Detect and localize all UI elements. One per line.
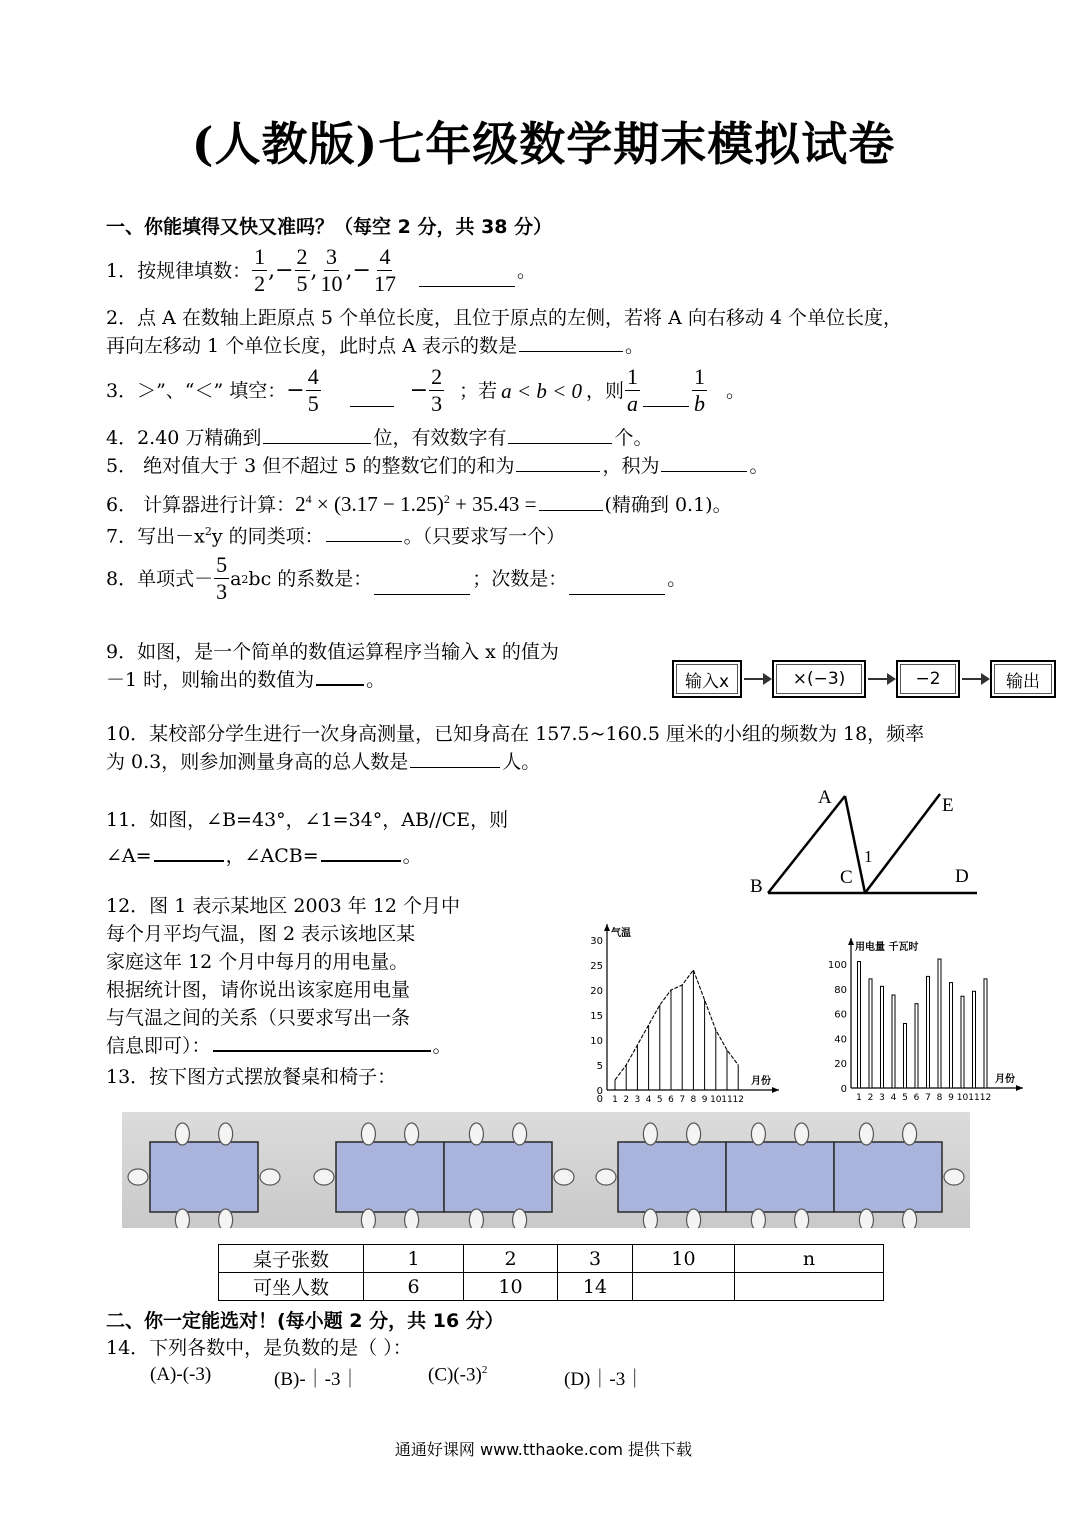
q14-option-b[interactable]: (B)-｜-3｜ (274, 1369, 360, 1390)
section-2-heading: 二、你一定能选对！(每小题 2 分，共 16 分） (106, 1310, 504, 1332)
label-angle-1: 1 (864, 847, 873, 866)
y-tick-label: 30 (590, 936, 603, 947)
q1-answer-blank[interactable] (419, 268, 515, 287)
y-axis-label: 用电量 千瓦时 (855, 942, 919, 953)
q2-line-2: 再向左移动 1 个单位长度，此时点 A 表示的数是 。 (106, 335, 644, 357)
label-b: B (750, 876, 763, 897)
table-cell-answer[interactable] (633, 1273, 735, 1301)
y-tick-label: 15 (590, 1011, 603, 1022)
question-4: 4．2.40 万精确到 位，有效数字有 个。 (106, 427, 653, 449)
x-tick-label: 1 (612, 1095, 618, 1102)
y-tick-label: 100 (827, 960, 847, 971)
q3-frac-4: $\frac{1}{b}$ (694, 364, 706, 416)
x-tick-label: 10 (710, 1095, 722, 1102)
electricity-bar (938, 959, 941, 1088)
question-1: 1．按规律填数： $\frac{1}{2}$ , − $\frac{2}{5}$ , $\frac{3}{10}$ , − $\frac{4}{17}$ 。 (106, 244, 536, 296)
electricity-bar (973, 991, 976, 1088)
question-8: 8．单项式－ $\frac{5}{3}$ a 2 bc 的系数是： ；次数是： 。 (106, 552, 687, 604)
q2-answer-blank[interactable] (519, 333, 623, 352)
y-tick-label: 5 (596, 1061, 603, 1072)
y-tick-label: 60 (834, 1009, 847, 1021)
x-tick-label: 12 (979, 1093, 992, 1102)
chair-icon (219, 1123, 233, 1145)
question-2 (106, 304, 902, 360)
label-e: E (942, 795, 954, 816)
question-5: 5． 绝对值大于 3 但不超过 5 的整数它们的和为 ，积为 。 (106, 455, 769, 477)
y-tick-label: 20 (590, 986, 603, 997)
chair-icon (314, 1169, 334, 1185)
x-tick-label: 11 (721, 1095, 733, 1102)
q8-blank-2[interactable] (569, 576, 665, 595)
chair-icon (405, 1123, 419, 1145)
chair-icon (751, 1209, 765, 1228)
x-tick-label: 9 (701, 1095, 708, 1102)
chair-icon (903, 1123, 917, 1145)
label-c: C (840, 867, 853, 888)
q5-blank-1[interactable] (516, 453, 600, 472)
question-9: 9．如图，是一个简单的数值运算程序当输入 x 的值为 －1 时，则输出的数值为 。 (106, 641, 559, 691)
y-tick-label: 25 (590, 961, 603, 972)
chair-icon (513, 1123, 527, 1145)
origin-label: 0 (596, 1094, 603, 1102)
q8-blank-1[interactable] (374, 576, 470, 595)
chair-icon (859, 1123, 873, 1145)
q11-blank-1[interactable] (154, 842, 224, 862)
q7-blank[interactable] (326, 523, 402, 542)
table-row (219, 1273, 884, 1301)
x-tick-label: 8 (936, 1093, 943, 1102)
x-tick-label: 7 (679, 1095, 686, 1102)
tables-chairs-figure (122, 1112, 970, 1228)
chair-icon (513, 1209, 527, 1228)
q10-blank[interactable] (410, 749, 500, 768)
chair-icon (751, 1123, 765, 1145)
table-cell: 可坐人数 (219, 1273, 364, 1301)
q3-frac-2: $\frac{2}{3}$ (431, 364, 443, 416)
q3-frac-1: $\frac{4}{5}$ (307, 364, 319, 416)
chair-icon (944, 1169, 964, 1185)
x-tick-label: 8 (690, 1095, 697, 1102)
y-axis-arrow-icon (848, 938, 854, 945)
chair-icon (260, 1169, 280, 1185)
electricity-chart (827, 936, 1027, 1102)
x-tick-label: 2 (867, 1093, 874, 1102)
x-tick-label: 3 (879, 1093, 885, 1102)
q1-frac-2: $\frac{2}{5}$ (296, 244, 308, 296)
chair-icon (469, 1209, 483, 1228)
table-cell: 14 (558, 1273, 633, 1301)
electricity-bar (892, 995, 895, 1088)
x-tick-label: 11 (968, 1093, 980, 1102)
x-tick-label: 7 (925, 1093, 931, 1102)
q1-frac-1: $\frac{1}{2}$ (254, 244, 266, 296)
x-axis-arrow-icon (1016, 1085, 1023, 1091)
dining-table (444, 1142, 552, 1212)
temperature-chart (585, 922, 785, 1102)
x-axis-arrow-icon (772, 1087, 779, 1093)
x-tick-label: 3 (634, 1095, 641, 1102)
q1-prefix: 1．按规律填数： (106, 259, 252, 282)
q4-blank-2[interactable] (508, 425, 612, 444)
question-3: 3．＞”、“＜” 填空： − $\frac{4}{5}$ − $\frac{2}{3}$ ；若 a < b < 0 ，则 $\frac{1}{a}$ $\frac{1}{b}$ 。 (106, 364, 746, 416)
line-ce (865, 794, 940, 893)
x-tick-label: 5 (902, 1093, 908, 1102)
x-tick-label: 12 (732, 1095, 744, 1102)
chair-icon (795, 1209, 809, 1228)
temperature-line (615, 970, 738, 1080)
q1-frac-4: $\frac{4}{17}$ (373, 244, 396, 296)
x-tick-label: 10 (956, 1093, 969, 1102)
electricity-bar (869, 979, 872, 1088)
chair-icon (687, 1209, 701, 1228)
flow-output-box: 输出 (990, 660, 1056, 698)
chair-icon (361, 1209, 375, 1228)
x-tick-label: 6 (668, 1095, 674, 1102)
flow-subtract-box: −2 (896, 660, 960, 698)
electricity-bar (961, 996, 964, 1088)
q9-blank[interactable] (316, 666, 364, 686)
chair-icon (903, 1209, 917, 1228)
q11-geometry-figure (740, 780, 990, 905)
dining-table (618, 1142, 726, 1212)
dining-table (150, 1142, 258, 1212)
q4-blank-1[interactable] (263, 425, 371, 444)
table-cell: 10 (633, 1245, 735, 1273)
question-11: 11．如图，∠B=43°，∠1=34°，AB//CE，则 ∠A= ，∠ACB= 。 (106, 809, 509, 867)
q1-frac-3: $\frac{3}{10}$ (320, 244, 343, 296)
q12-blank[interactable] (213, 1032, 431, 1052)
dining-table (834, 1142, 942, 1212)
q3-blank-2[interactable] (643, 388, 689, 407)
q14-option-a[interactable]: (A)-(-3) (150, 1364, 212, 1385)
chair-icon (175, 1209, 189, 1228)
x-axis-label: 月份 (995, 1074, 1015, 1085)
x-axis-label: 月份 (751, 1076, 771, 1087)
chair-icon (405, 1209, 419, 1228)
dining-table (336, 1142, 444, 1212)
q13-table (218, 1244, 884, 1301)
flow-input-box: 输入x (672, 660, 742, 698)
q5-blank-2[interactable] (661, 453, 747, 472)
footer-credit: 通通好课网 www.tthaoke.com 提供下载 (394, 1440, 693, 1459)
electricity-bar (904, 1024, 907, 1088)
table-cell: 10 (464, 1273, 558, 1301)
chair-icon (795, 1123, 809, 1145)
table-cell: 2 (464, 1245, 558, 1273)
q3-blank-1[interactable] (350, 388, 394, 407)
table-row (219, 1245, 884, 1273)
chair-icon (219, 1209, 233, 1228)
x-tick-label: 6 (913, 1093, 920, 1102)
chair-icon (175, 1123, 189, 1145)
y-tick-label: 0 (840, 1084, 847, 1095)
y-axis-arrow-icon (604, 924, 610, 931)
chair-icon (596, 1169, 616, 1185)
flow-arrow-icon (962, 678, 988, 680)
y-tick-label: 20 (834, 1059, 847, 1071)
y-tick-label: 0 (596, 1086, 603, 1097)
y-axis-label: 气温 (611, 928, 631, 939)
x-tick-label: 4 (645, 1095, 652, 1102)
y-tick-label: 10 (590, 1036, 603, 1047)
table-cell: 6 (364, 1273, 464, 1301)
question-13: 13．按下图方式摆放餐桌和椅子： (106, 1066, 397, 1088)
flow-arrow-icon (744, 678, 770, 680)
x-tick-label: 4 (890, 1093, 897, 1102)
line-ab (768, 796, 845, 893)
flow-arrow-icon (868, 678, 894, 680)
question-6: 6． 计算器进行计算：$2^4 \times (3.17 - 1.25)^2 + 35.43$ = (精确到 0.1)。 (106, 492, 732, 516)
chair-icon (687, 1123, 701, 1145)
chair-icon (361, 1123, 375, 1145)
chair-icon (128, 1169, 148, 1185)
question-10: 10．某校部分学生进行一次身高测量，已知身高在 157.5~160.5 厘米的小组的频数为 18，频率 为 0.3，则参加测量身高的总人数是 人。 (106, 723, 925, 773)
electricity-bar (915, 1004, 918, 1088)
table-cell: 桌子张数 (219, 1245, 364, 1273)
chair-icon (859, 1209, 873, 1228)
q3-frac-3: $\frac{1}{a}$ (627, 364, 639, 416)
y-tick-label: 40 (834, 1034, 847, 1046)
chair-icon (554, 1169, 574, 1185)
q6-blank[interactable] (539, 492, 603, 511)
question-7: 7．写出$-x^2y$ 的同类项： 。（只要求写一个） (106, 525, 566, 548)
x-tick-label: 2 (623, 1095, 630, 1102)
electricity-bar (950, 983, 953, 1088)
table-cell: 3 (558, 1245, 633, 1273)
q8-frac: $\frac{5}{3}$ (216, 552, 228, 604)
question-12: 12．图 1 表示某地区 2003 年 12 个月中 每个月平均气温，图 2 表示该地区某 家庭这年 12 个月中每月的用电量。 根据统计图，请你说出该家庭用电量 与气温之间的关系（只要求写出一条 信息即可）： 。 (106, 895, 461, 1057)
x-tick-label: 9 (948, 1093, 954, 1102)
electricity-bar (927, 976, 930, 1088)
electricity-bar (881, 986, 884, 1088)
q14-option-d[interactable]: (D)｜-3｜ (564, 1369, 645, 1390)
q2-line-1: 2．点 A 在数轴上距原点 5 个单位长度，且位于原点的左侧，若将 A 向右移动 4 个单位长度， (106, 307, 903, 329)
label-d: D (955, 866, 969, 887)
label-a: A (818, 787, 832, 808)
table-cell: 1 (364, 1245, 464, 1273)
electricity-bar (984, 979, 987, 1088)
question-14: 14．下列各数中，是负数的是（ ）： (106, 1337, 412, 1359)
chair-icon (469, 1123, 483, 1145)
table-cell: n (735, 1245, 884, 1273)
q14-option-c[interactable]: $(C)(-3)^2$ (428, 1364, 488, 1386)
flow-multiply-box: ×(−3) (772, 660, 866, 698)
x-tick-label: 5 (656, 1095, 663, 1102)
table-cell-answer[interactable] (735, 1273, 884, 1301)
electricity-bar (858, 962, 861, 1088)
q9-flowchart (672, 660, 1056, 698)
y-tick-label: 80 (834, 984, 847, 996)
q11-blank-2[interactable] (321, 842, 401, 862)
x-tick-label: 1 (856, 1093, 862, 1102)
chair-icon (643, 1123, 657, 1145)
section-1-heading: 一、你能填得又快又准吗？（每空 2 分，共 38 分） (106, 216, 553, 238)
dining-table (726, 1142, 834, 1212)
page-title: (人教版)七年级数学期末模拟试卷 (191, 117, 896, 171)
chair-icon (643, 1209, 657, 1228)
